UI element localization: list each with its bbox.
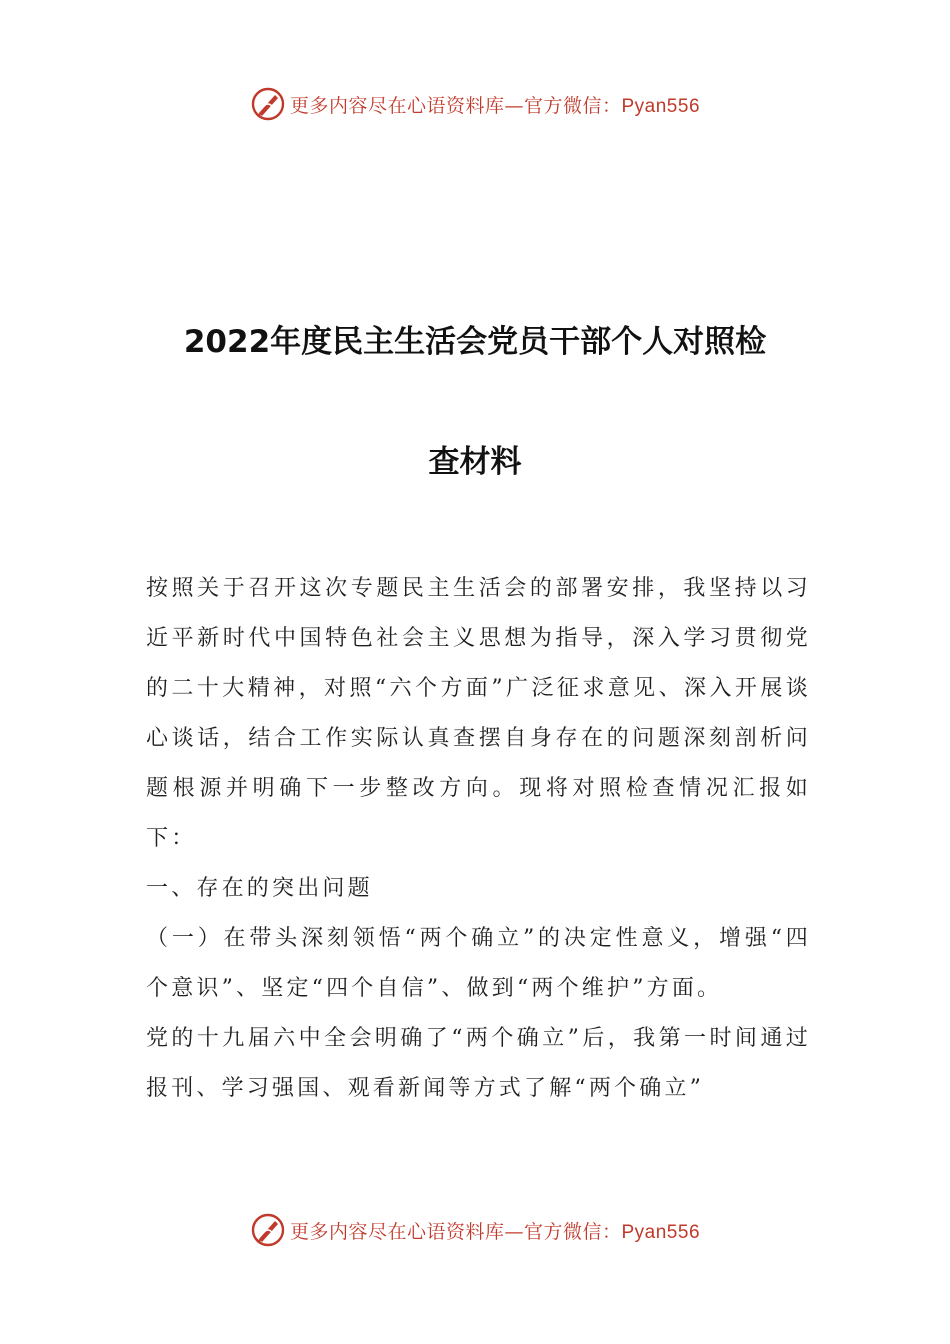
paragraph-body-1: 党的十九届六中全会明确了“两个确立”后，我第一时间通过报刊、学习强国、观看新闻等方式了解“两个确立” bbox=[146, 1026, 811, 1101]
paragraph-intro: 按照关于召开这次专题民主生活会的部署安排，我坚持以习近平新时代中国特色社会主义思想为指导，深入学习贯彻党的二十大精神，对照“六个方面”广泛征求意见、深入开展谈心谈话，结合工作实际认真查摆自身存在的问题深刻剖析问题根源并明确下一步整改方向。现将对照检查情况汇报如下： bbox=[146, 576, 811, 851]
watermark-text bbox=[290, 91, 700, 118]
document-title-line-1: 2022年度民主生活会党员干部个人对照检 bbox=[183, 324, 767, 360]
document-title-line-2: 查材料 bbox=[428, 444, 522, 480]
watermark-slogan: 更多内容尽在心语资料库—官方微信： bbox=[289, 94, 622, 117]
watermark-slogan: 更多内容尽在心语资料库—官方微信： bbox=[289, 1220, 622, 1243]
footer-watermark bbox=[0, 1210, 950, 1250]
watermark-text bbox=[290, 1217, 700, 1244]
pen-logo-icon bbox=[250, 1212, 286, 1248]
section-heading-1: 一、存在的突出问题 bbox=[146, 876, 373, 901]
subsection-heading-1: （一）在带头深刻领悟“两个确立”的决定性意义，增强“四个意识”、坚定“四个自信”、做到“两个维护”方面。 bbox=[146, 926, 811, 1001]
document-body bbox=[146, 564, 811, 1114]
watermark-wechat-id: Pyan556 bbox=[621, 1221, 701, 1243]
watermark-wechat-id: Pyan556 bbox=[621, 95, 701, 117]
pen-logo-icon bbox=[250, 86, 286, 122]
header-watermark bbox=[0, 84, 950, 124]
